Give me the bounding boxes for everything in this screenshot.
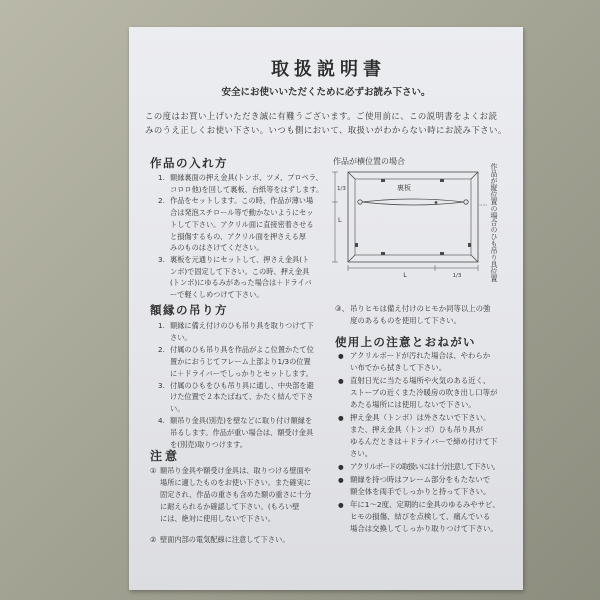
hanging-string xyxy=(362,199,464,202)
text-line: を(別売)取りつけます。 xyxy=(170,440,247,450)
text-line: 裏板を元通りにセットして、押さえ金具(ト xyxy=(170,254,310,264)
section-heading-caution: 注意 xyxy=(150,449,181,463)
text-line: 吊るします。作品が重い場合は、額受け金具 xyxy=(170,428,314,438)
text-line: 場所に適したものをお使い下さい。また確実に xyxy=(160,478,311,488)
text-line: 額縁に備え付けのひも吊り具を取りつけて下 xyxy=(170,321,314,330)
text-line: けた位置で２本たばねて、かたく結んで下さ xyxy=(170,392,314,402)
text-line: には、絶対に使用しないで下さい。 xyxy=(160,514,276,524)
usage-item xyxy=(338,375,500,411)
text-line: 度のあるものを使用して下さい。 xyxy=(350,316,461,325)
caution-number: ③、 xyxy=(335,304,350,313)
retainer-tab xyxy=(381,252,385,255)
bottom-length-label: L xyxy=(403,271,407,279)
back-board-label: 裏板 xyxy=(397,184,411,192)
frame-corner-miter xyxy=(471,172,478,179)
frame-inner-edge xyxy=(355,179,471,255)
text-line: さい。 xyxy=(350,449,373,458)
caution-list-continued xyxy=(335,303,490,327)
text-line: に耐えられるか確認して下さい。(もろい壁 xyxy=(160,502,300,512)
caution-text xyxy=(350,303,490,327)
hanging-string xyxy=(362,202,464,205)
text-line: 額縁を持つ時はフレーム部分をもたないで xyxy=(350,475,491,484)
caution-number: ① xyxy=(150,466,157,475)
text-line: ーで軽くしめつけて下さい。 xyxy=(170,290,264,300)
step-number: 2. xyxy=(158,196,165,206)
text-line: 合は発泡スチロール等で動かないようにセッ xyxy=(170,208,314,218)
text-line: みのうえ正しくお使い下さい。いつも側において、取扱いがわからない時にお読み下さい。 xyxy=(145,125,507,135)
text-line: また、押え金具（トンボ）ひも吊り具が xyxy=(350,425,484,434)
usage-text xyxy=(350,499,500,535)
document-title: 取扱説明書 xyxy=(271,59,386,80)
text-line: ゆるんだときは＋ドライバーで締め付けて下 xyxy=(350,437,498,446)
text-line: この度はお買い上げいただき誠に有難うございます。ご使用前に、この説明書をよくお読 xyxy=(145,111,498,121)
step-number: 3. xyxy=(158,380,165,390)
retainer-tab xyxy=(468,243,471,247)
usage-text xyxy=(350,474,490,498)
usage-text xyxy=(350,375,497,411)
usage-item xyxy=(338,474,500,498)
bullet-icon: ● xyxy=(338,414,344,422)
bullet-icon: ● xyxy=(338,476,344,484)
usage-item xyxy=(338,350,500,374)
usage-text xyxy=(350,350,490,374)
caution-number: ② xyxy=(150,534,157,544)
text-line: ストーブの近くまた冷暖房の吹き出し口等が xyxy=(350,388,498,397)
bullet-icon: ● xyxy=(338,463,344,471)
hanging-ring-right xyxy=(464,200,468,204)
text-line: い布でから拭きして下さい。 xyxy=(350,363,447,372)
usage-text xyxy=(350,461,499,473)
step-number: 1. xyxy=(158,173,165,182)
text-line: 額吊り金具(別売)を壁などに取り付け額縁を xyxy=(170,416,313,426)
text-line: と損傷するもの、アクリル面を押さえる厚 xyxy=(170,231,307,241)
hanging-ring-left xyxy=(358,200,362,204)
text-line: い。 xyxy=(170,404,185,414)
frame-outer-edge xyxy=(348,172,478,262)
string-knot xyxy=(435,201,438,204)
frame-corner-miter xyxy=(348,172,355,179)
retainer-tab xyxy=(355,243,358,247)
text-line: アクリルボードが汚れた場合は、やわらか xyxy=(350,351,491,360)
usage-item xyxy=(338,412,500,460)
retainer-tab xyxy=(381,179,385,182)
text-line: さい。 xyxy=(170,332,192,342)
step-number: 2. xyxy=(158,344,165,354)
text-line: ヒモの損傷、結びを点検して、痛んでいる xyxy=(350,512,491,521)
text-line: 額縁裏面の押え金具(トンボ、ツメ、プロペラ、 xyxy=(170,173,323,182)
bottom-third-label: 1/3 xyxy=(452,273,462,279)
text-line: 直射日光に当たる場所や火気のある近く、 xyxy=(350,376,491,385)
bullet-icon: ● xyxy=(338,377,344,385)
text-line: 年に1〜2度、定期的に金具のゆるみやサビ、 xyxy=(350,500,500,509)
document-subtitle: 安全にお使いいただくために必ずお読み下さい。 xyxy=(221,87,431,98)
step-number: 4. xyxy=(158,416,165,426)
text-line: 固定され、作品の重さも含めた額の重さに十分 xyxy=(160,490,312,500)
text-line: みのものはさけてください。 xyxy=(170,243,264,253)
text-line: 付属のひもをひも吊り具に通し、中央部を避 xyxy=(170,380,314,390)
text-line: あたる場所には使用しないで下さい。 xyxy=(350,400,476,409)
text-line: 作品をセットします。この時、作品が薄い場 xyxy=(170,196,314,206)
text-line: コロロ他)を回して裏板、台紙等をはずします。 xyxy=(170,184,324,194)
side-third-label: 1/3 xyxy=(337,186,346,192)
text-line: 付属のひも吊り具を作品がよこ位置かたて位 xyxy=(170,344,314,354)
text-line: 吊りヒモは備え付けのヒモか同等以上の強 xyxy=(350,304,491,313)
frame-corner-miter xyxy=(471,255,478,262)
frame-corner-miter xyxy=(348,255,355,262)
caution-item xyxy=(335,303,490,327)
step-number: 3. xyxy=(158,254,165,264)
text-line: トして下さい。アクリル面に直接密着させる xyxy=(170,219,314,229)
step-number: 1. xyxy=(158,321,165,330)
side-length-label: L xyxy=(338,216,342,224)
section-heading-hanging: 額縁の吊り方 xyxy=(150,303,228,317)
text-line: アクリルボードの取扱いには十分注意して下さい。 xyxy=(350,462,500,471)
text-line: 場合は交換してしっかり取りつけて下さい。 xyxy=(350,524,498,533)
retainer-tab xyxy=(440,252,444,255)
usage-item xyxy=(338,461,500,473)
text-line: 押え金具（トンボ）は外さないで下さい。 xyxy=(350,413,491,422)
bullet-icon: ● xyxy=(338,501,344,509)
usage-notes-list xyxy=(338,350,500,535)
text-line: 額吊り金具や額受け金具は、取りつける壁面や xyxy=(160,466,311,475)
text-line: に＋ドライバーでしっかりとセットします。 xyxy=(170,368,313,378)
text-line: 置かにおうじてフレーム上部より1/3の位置 xyxy=(170,356,311,366)
text-line: (トンボ)にゆるみがあった場合は＋ドライバ xyxy=(170,278,312,288)
section-heading-usage: 使用上の注意とおねがい xyxy=(335,335,476,349)
portrait-hanger-note: 作品が縦位置の場合のひも吊り具位置 xyxy=(490,163,498,282)
usage-item xyxy=(338,499,500,535)
text-line: 壁面内部の電気配線に注意して下さい。 xyxy=(160,534,290,544)
usage-text xyxy=(350,412,497,460)
retainer-tab xyxy=(440,179,444,182)
text-line: ンボ)で固定して下さい。この時、押え金具 xyxy=(170,266,310,276)
text-line: 額全体を両手でしっかりと持って下さい。 xyxy=(350,487,491,496)
diagram-caption: 作品が横位置の場合 xyxy=(333,157,405,166)
section-heading-insert: 作品の入れ方 xyxy=(150,156,228,170)
bullet-icon: ● xyxy=(338,352,344,360)
